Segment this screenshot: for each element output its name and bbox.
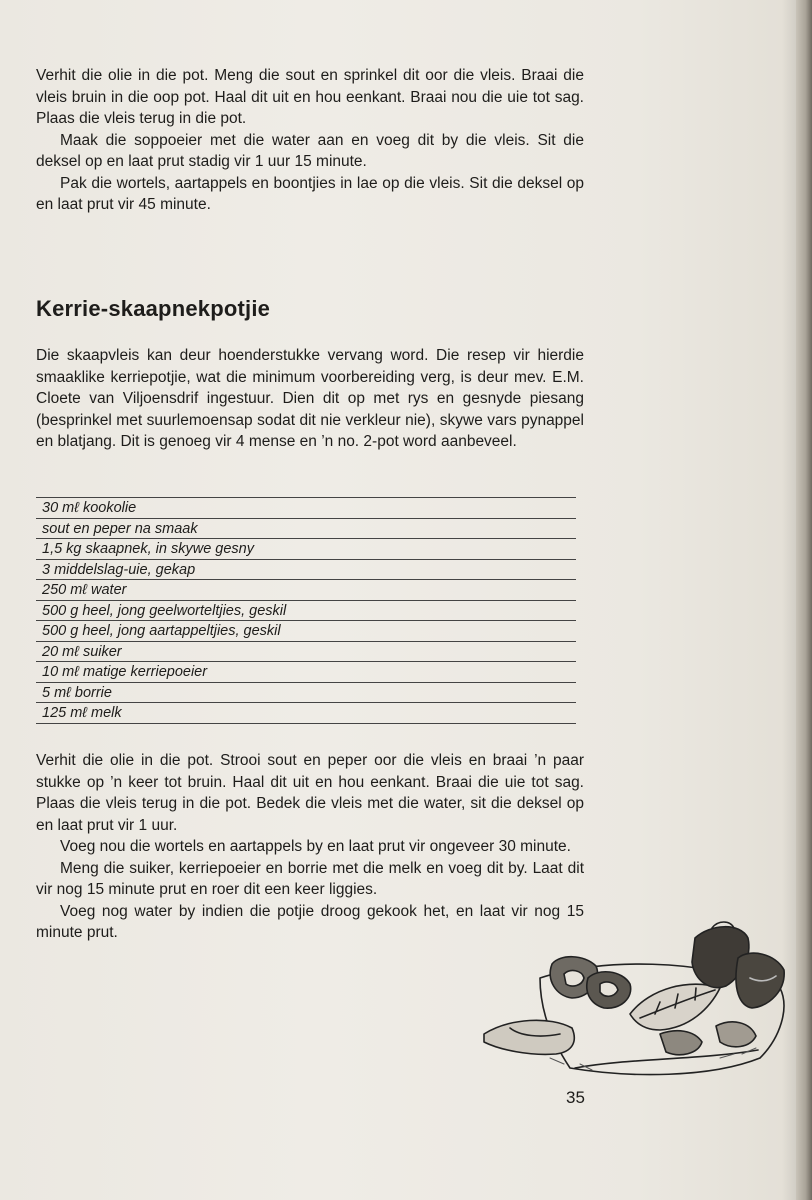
ingredient-item: sout en peper na smaak (36, 519, 576, 540)
description-paragraph: Die skaapvleis kan deur hoenderstukke vervang word. Die resep vir hierdie smaaklike kerriepotjie, wat die minimum voorbereiding verg, is deur mev. E.M. Cloete van Viljoensdrif ingestuur. Dien dit op met rys en gesnyde piesang (besprinkel met suurlemoensap sodat dit nie verkleur nie), skywe vars pynappel en blatjang. Dit is genoeg vir 4 mense en ’n no. 2-pot word aanbeveel. (36, 347, 584, 450)
ingredient-item: 30 mℓ kookolie (36, 498, 576, 519)
recipe-method (36, 750, 584, 944)
intro-paragraph: Pak die wortels, aartappels en boontjies in lae op die vleis. Sit die deksel op en laat prut vir 45 minute. (36, 174, 584, 213)
vegetables-sketch-icon (480, 918, 796, 1084)
ingredient-item: 3 middelslag-uie, gekap (36, 560, 576, 581)
ingredient-item: 5 mℓ borrie (36, 683, 576, 704)
recipe-description (36, 345, 584, 453)
ingredient-item: 500 g heel, jong geelworteltjies, geskil (36, 601, 576, 622)
ingredient-list (36, 497, 576, 724)
page-number: 35 (566, 1088, 585, 1107)
intro-text (36, 65, 584, 216)
intro-paragraph: Maak die soppoeier met die water aan en voeg dit by die vleis. Sit die deksel op en laat prut stadig vir 1 uur 15 minute. (36, 131, 584, 170)
ingredient-item: 125 mℓ melk (36, 703, 576, 724)
ingredient-item: 20 mℓ suiker (36, 642, 576, 663)
ingredient-item: 10 mℓ matige kerriepoeier (36, 662, 576, 683)
method-paragraph: Voeg nou die wortels en aartappels by en laat prut vir ongeveer 30 minute. (60, 838, 571, 855)
recipe-title: Kerrie-skaapnekpotjie (36, 296, 271, 321)
ingredient-item: 250 mℓ water (36, 580, 576, 601)
ingredient-item: 1,5 kg skaapnek, in skywe gesny (36, 539, 576, 560)
page-shadow (782, 0, 796, 1200)
book-edge (796, 0, 812, 1200)
method-paragraph: Verhit die olie in die pot. Strooi sout en peper oor die vleis en braai ’n paar stukke op ’n keer tot bruin. Haal dit uit en hou eenkant. Braai die uie tot sag. Plaas die vleis terug in die pot. Bedek die vleis met die water, sit die deksel op en laat prut vir 1 uur. (36, 752, 584, 834)
method-paragraph: Voeg nog water by indien die potjie droog gekook het, en laat vir nog 15 minute prut. (36, 902, 584, 941)
method-paragraph: Meng die suiker, kerriepoeier en borrie met die melk en voeg dit by. Laat dit vir nog 15 minute prut en roer dit een keer liggies. (36, 859, 584, 898)
intro-paragraph: Verhit die olie in die pot. Meng die sout en sprinkel dit oor die vleis. Braai die vleis bruin in die oop pot. Haal dit uit en hou eenkant. Braai nou die uie tot sag. Plaas die vleis terug in die pot. (36, 67, 584, 127)
ingredient-item: 500 g heel, jong aartappeltjies, geskil (36, 621, 576, 642)
